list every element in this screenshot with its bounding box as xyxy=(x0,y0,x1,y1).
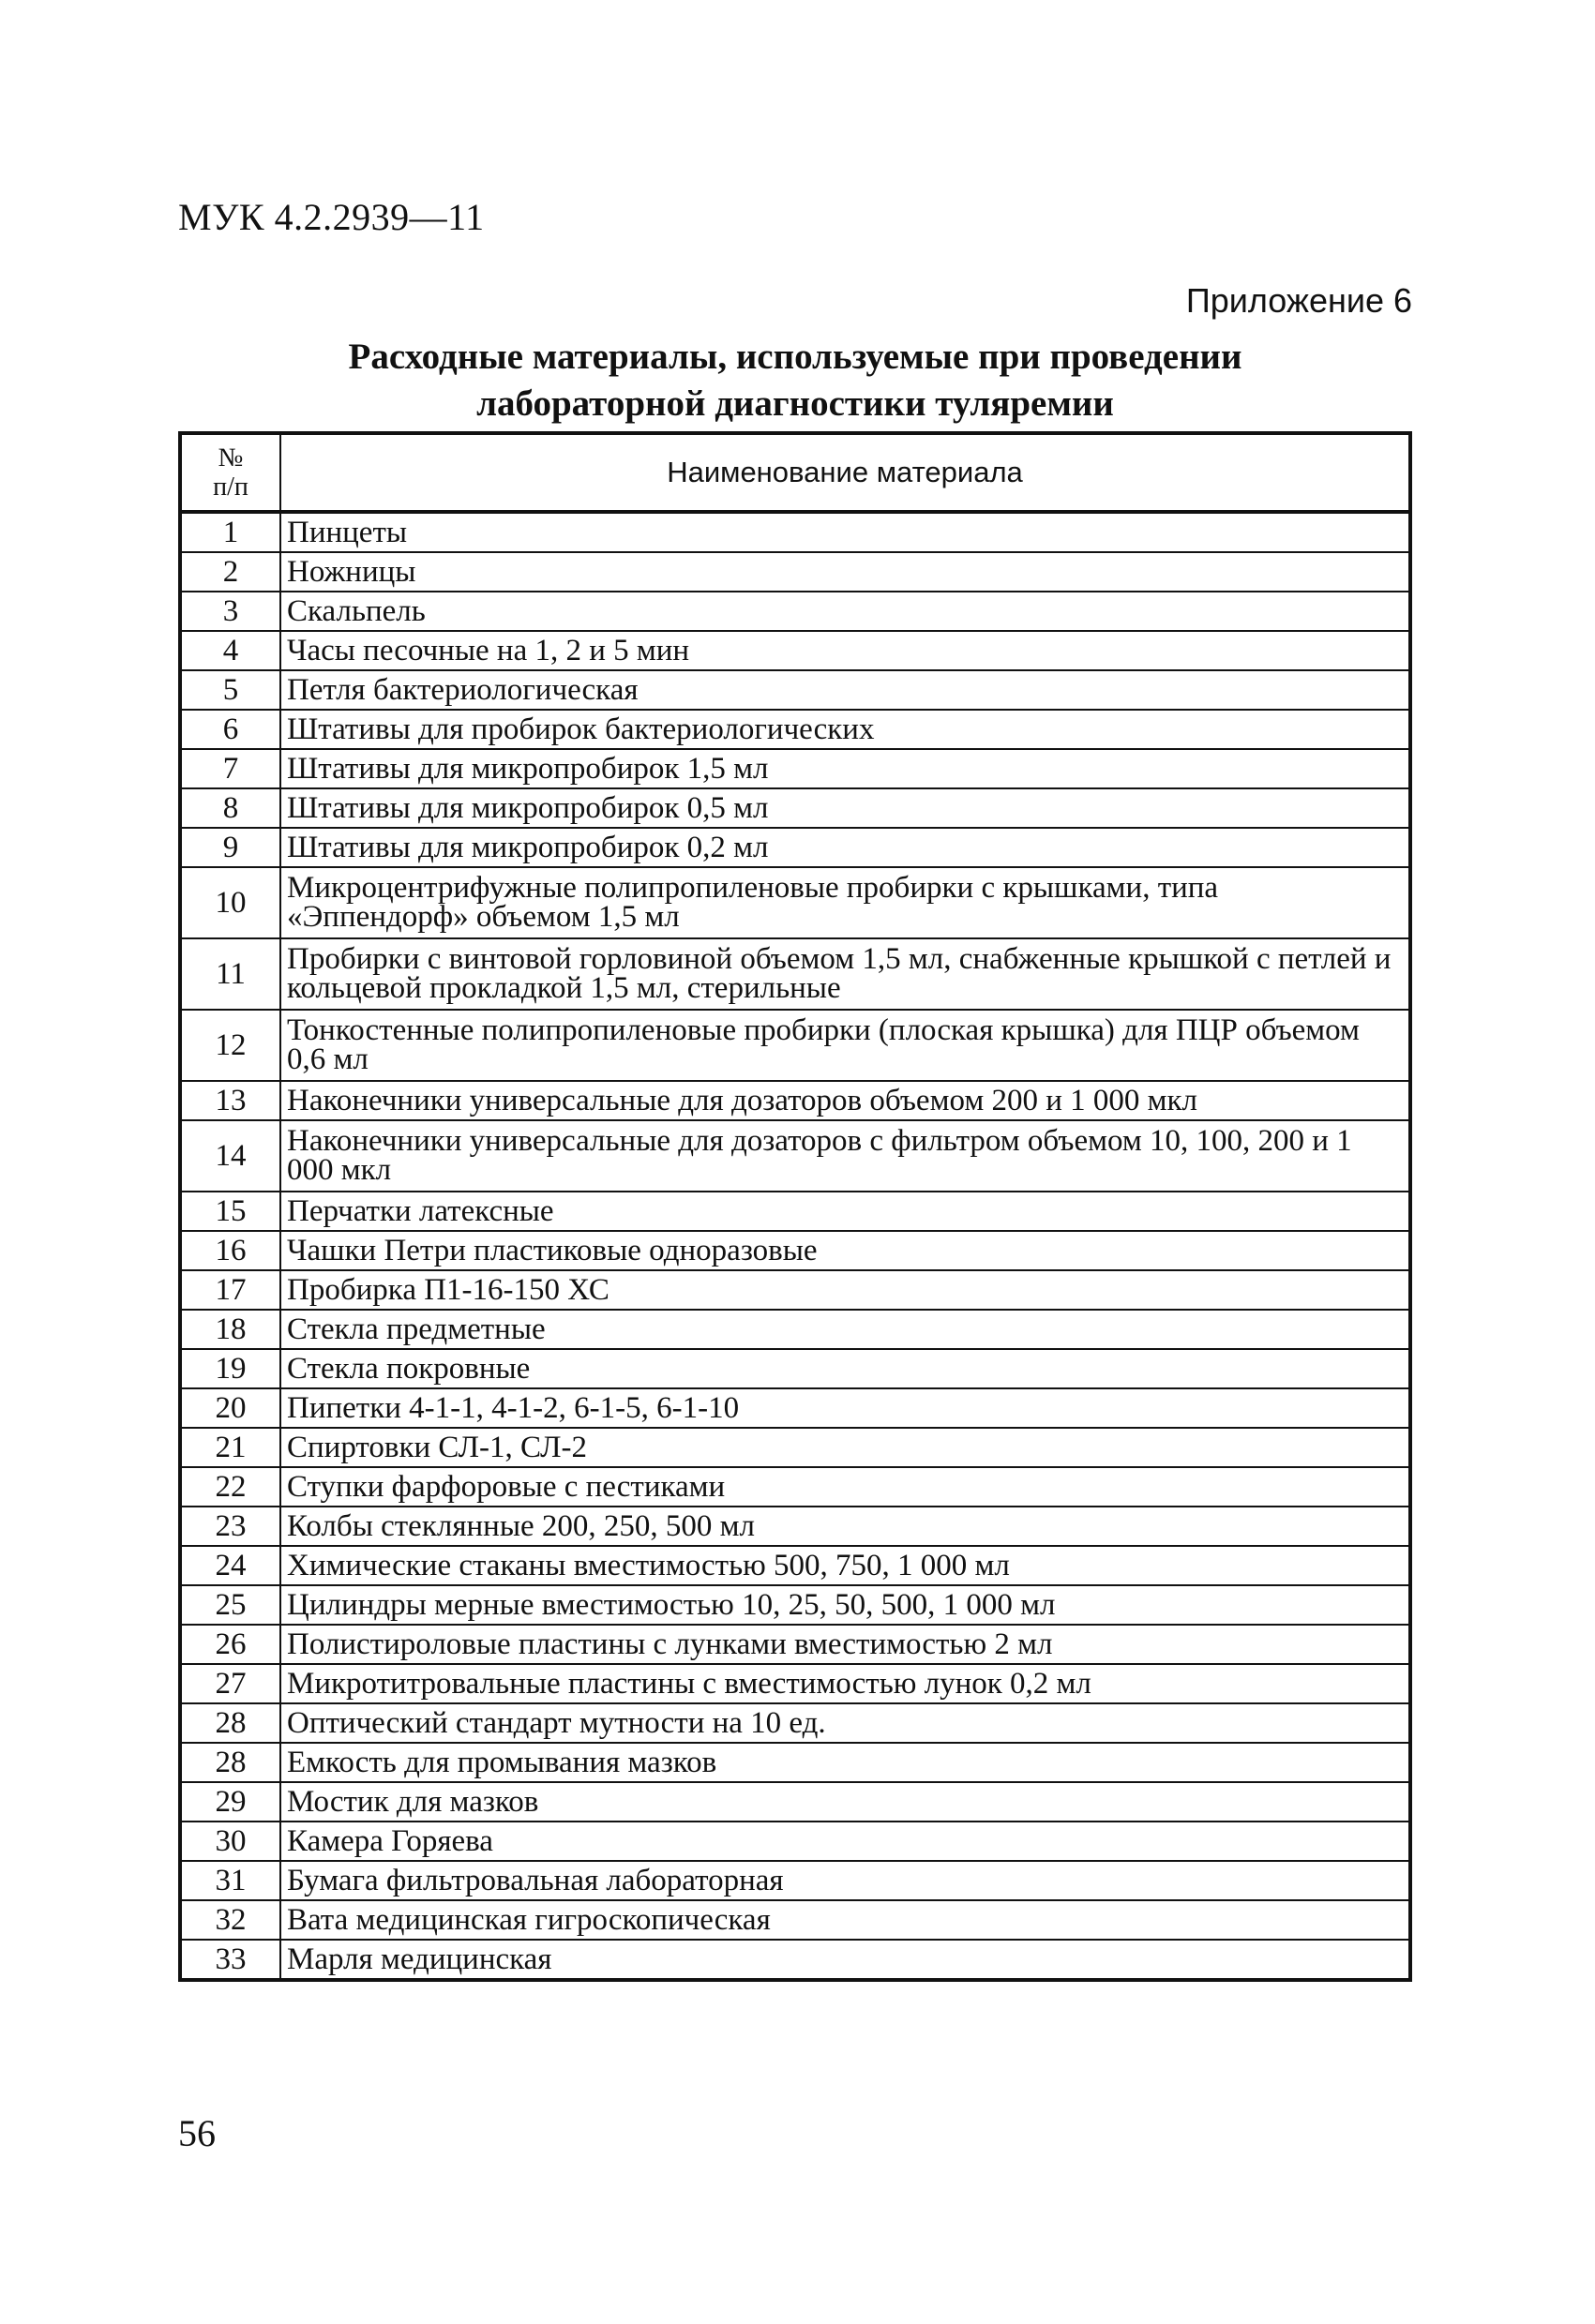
table-row xyxy=(180,938,1410,1010)
table-row xyxy=(180,788,1410,828)
material-name: Стекла предметные xyxy=(280,1310,1410,1349)
row-number: 30 xyxy=(180,1822,280,1861)
column-header-number-abbr: п/п xyxy=(213,472,248,502)
table-row xyxy=(180,1940,1410,1980)
table-row xyxy=(180,1625,1410,1664)
material-name: Оптический стандарт мутности на 10 ед. xyxy=(280,1703,1410,1743)
material-name: Ступки фарфоровые с пестиками xyxy=(280,1467,1410,1507)
row-number: 25 xyxy=(180,1585,280,1625)
column-header-number xyxy=(180,433,280,512)
row-number: 22 xyxy=(180,1467,280,1507)
material-name: Химические стаканы вместимостью 500, 750, 1 000 мл xyxy=(280,1546,1410,1585)
row-number: 13 xyxy=(180,1081,280,1120)
row-number: 19 xyxy=(180,1349,280,1388)
table-row xyxy=(180,1310,1410,1349)
table-header-row xyxy=(180,433,1410,512)
row-number: 2 xyxy=(180,552,280,592)
row-number: 12 xyxy=(180,1010,280,1081)
column-header-name: Наименование материала xyxy=(280,433,1410,512)
row-number: 27 xyxy=(180,1664,280,1703)
row-number: 32 xyxy=(180,1900,280,1940)
material-name: Штативы для микропробирок 0,5 мл xyxy=(280,788,1410,828)
table-row xyxy=(180,1782,1410,1822)
material-name: Часы песочные на 1, 2 и 5 мин xyxy=(280,631,1410,670)
material-name: Наконечники универсальные для дозаторов с фильтром объемом 10, 100, 200 и 1 000 мкл xyxy=(280,1120,1410,1192)
table-row xyxy=(180,867,1410,938)
table-row xyxy=(180,1467,1410,1507)
material-name: Спиртовки СЛ-1, СЛ-2 xyxy=(280,1428,1410,1467)
row-number: 7 xyxy=(180,749,280,788)
row-number: 33 xyxy=(180,1940,280,1980)
table-row xyxy=(180,1546,1410,1585)
row-number: 15 xyxy=(180,1192,280,1231)
row-number: 31 xyxy=(180,1861,280,1900)
row-number: 28 xyxy=(180,1703,280,1743)
row-number: 21 xyxy=(180,1428,280,1467)
row-number: 4 xyxy=(180,631,280,670)
table-row xyxy=(180,1081,1410,1120)
material-name: Бумага фильтровальная лабораторная xyxy=(280,1861,1410,1900)
material-name: Цилиндры мерные вместимостью 10, 25, 50, 500, 1 000 мл xyxy=(280,1585,1410,1625)
material-name: Мостик для мазков xyxy=(280,1782,1410,1822)
material-name: Скальпель xyxy=(280,592,1410,631)
row-number: 14 xyxy=(180,1120,280,1192)
table-row xyxy=(180,1349,1410,1388)
material-name: Тонкостенные полипропиленовые пробирки (плоская крышка) для ПЦР объемом 0,6 мл xyxy=(280,1010,1410,1081)
row-number: 5 xyxy=(180,670,280,710)
row-number: 23 xyxy=(180,1507,280,1546)
material-name: Штативы для микропробирок 1,5 мл xyxy=(280,749,1410,788)
table-row xyxy=(180,710,1410,749)
row-number: 26 xyxy=(180,1625,280,1664)
row-number: 18 xyxy=(180,1310,280,1349)
document-code: МУК 4.2.2939—11 xyxy=(178,196,485,238)
table-row xyxy=(180,1120,1410,1192)
table-row xyxy=(180,1900,1410,1940)
table-row xyxy=(180,670,1410,710)
row-number: 1 xyxy=(180,512,280,552)
material-name: Камера Горяева xyxy=(280,1822,1410,1861)
column-header-number-sign: № xyxy=(218,443,244,472)
row-number: 8 xyxy=(180,788,280,828)
row-number: 6 xyxy=(180,710,280,749)
table-row xyxy=(180,1585,1410,1625)
material-name: Пробирка П1-16-150 ХС xyxy=(280,1270,1410,1310)
appendix-label: Приложение 6 xyxy=(1185,281,1412,320)
material-name: Штативы для микропробирок 0,2 мл xyxy=(280,828,1410,867)
table-row xyxy=(180,1703,1410,1743)
table-row xyxy=(180,631,1410,670)
row-number: 16 xyxy=(180,1231,280,1270)
material-name: Чашки Петри пластиковые одноразовые xyxy=(280,1231,1410,1270)
row-number: 9 xyxy=(180,828,280,867)
material-name: Пробирки с винтовой горловиной объемом 1,5 мл, снабженные крышкой с петлей и кольцевой прокладкой 1,5 мл, стерильные xyxy=(280,938,1410,1010)
table-row xyxy=(180,1388,1410,1428)
row-number: 29 xyxy=(180,1782,280,1822)
material-name: Петля бактериологическая xyxy=(280,670,1410,710)
table-row xyxy=(180,828,1410,867)
table-row xyxy=(180,1010,1410,1081)
table-body xyxy=(180,512,1410,1980)
table-row xyxy=(180,1231,1410,1270)
table-row xyxy=(180,1270,1410,1310)
table-row xyxy=(180,592,1410,631)
material-name: Пинцеты xyxy=(280,512,1410,552)
material-name: Перчатки латексные xyxy=(280,1192,1410,1231)
table-row xyxy=(180,1861,1410,1900)
table-row xyxy=(180,1743,1410,1782)
materials-table xyxy=(178,431,1412,1982)
material-name: Ножницы xyxy=(280,552,1410,592)
page-number: 56 xyxy=(178,2112,216,2154)
material-name: Микротитровальные пластины с вместимостью лунок 0,2 мл xyxy=(280,1664,1410,1703)
table-row xyxy=(180,1664,1410,1703)
row-number: 28 xyxy=(180,1743,280,1782)
material-name: Штативы для пробирок бактериологических xyxy=(280,710,1410,749)
page-title-line-1: Расходные материалы, используемые при проведении xyxy=(348,337,1242,377)
table-row xyxy=(180,1192,1410,1231)
table-row xyxy=(180,1428,1410,1467)
row-number: 10 xyxy=(180,867,280,938)
table-row xyxy=(180,552,1410,592)
material-name: Стекла покровные xyxy=(280,1349,1410,1388)
material-name: Пипетки 4-1-1, 4-1-2, 6-1-5, 6-1-10 xyxy=(280,1388,1410,1428)
table-row xyxy=(180,1507,1410,1546)
material-name: Емкость для промывания мазков xyxy=(280,1743,1410,1782)
row-number: 11 xyxy=(180,938,280,1010)
table-row xyxy=(180,1822,1410,1861)
row-number: 3 xyxy=(180,592,280,631)
page-title-line-2: лабораторной диагностики туляремии xyxy=(476,383,1114,424)
table-row xyxy=(180,512,1410,552)
table-row xyxy=(180,749,1410,788)
row-number: 24 xyxy=(180,1546,280,1585)
page-title xyxy=(178,334,1412,427)
material-name: Колбы стеклянные 200, 250, 500 мл xyxy=(280,1507,1410,1546)
material-name: Микроцентрифужные полипропиленовые пробирки с крышками, типа «Эппендорф» объемом 1,5 мл xyxy=(280,867,1410,938)
material-name: Полистироловые пластины с лунками вместимостью 2 мл xyxy=(280,1625,1410,1664)
table-header xyxy=(180,433,1410,512)
material-name: Наконечники универсальные для дозаторов объемом 200 и 1 000 мкл xyxy=(280,1081,1410,1120)
row-number: 20 xyxy=(180,1388,280,1428)
material-name: Марля медицинская xyxy=(280,1940,1410,1980)
row-number: 17 xyxy=(180,1270,280,1310)
material-name: Вата медицинская гигроскопическая xyxy=(280,1900,1410,1940)
